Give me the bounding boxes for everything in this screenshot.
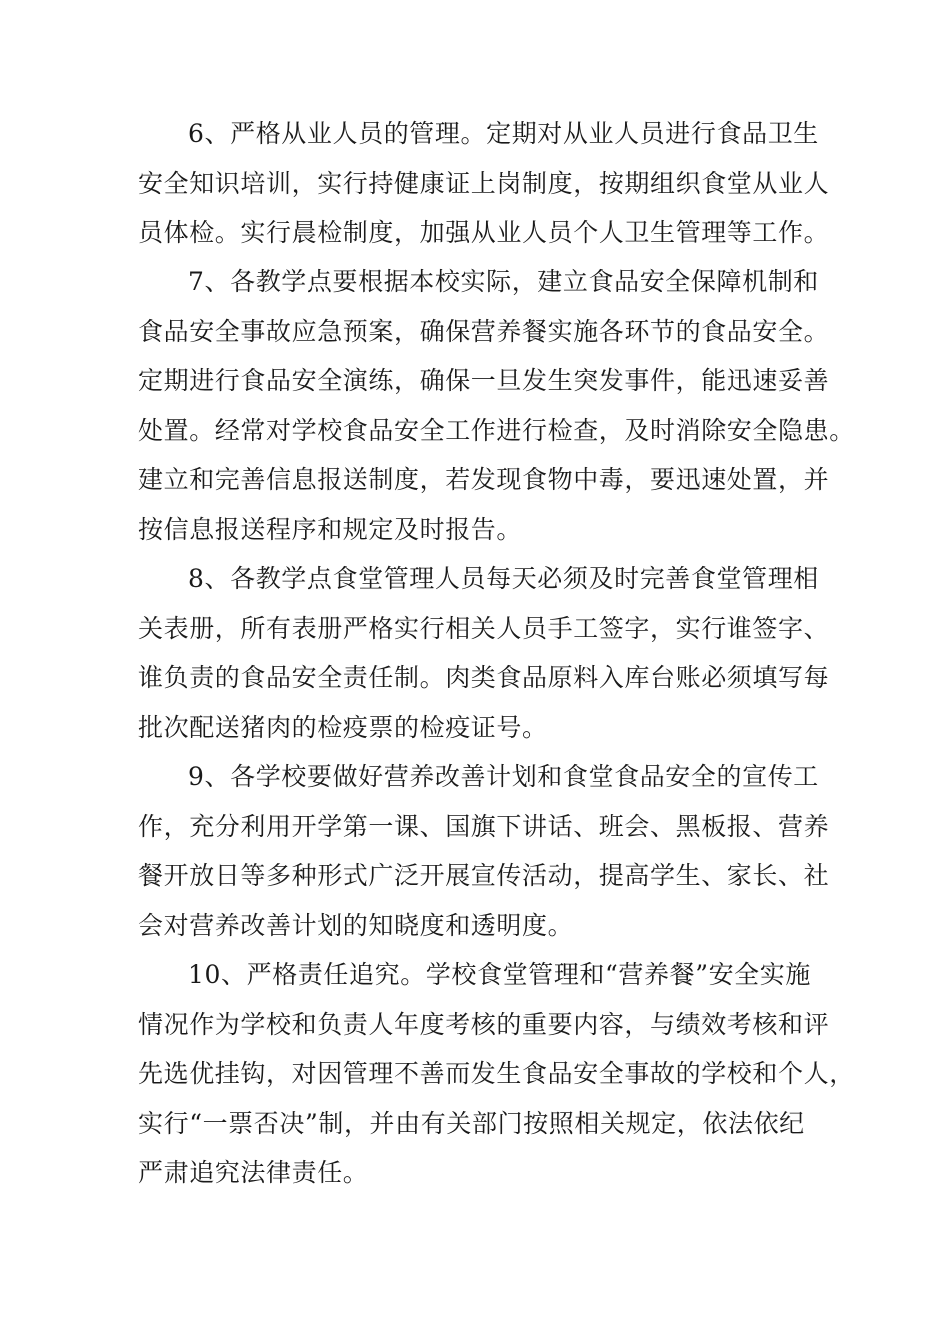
text-line: 先选优挂钩，对因管理不善而发生食品安全事故的学校和个人， [138, 1059, 855, 1088]
text-line: 批次配送猪肉的检疫票的检疫证号。 [138, 712, 548, 742]
text-line: 定期进行食品安全演练，确保一旦发生突发事件，能迅速妥善 [138, 366, 830, 395]
text-line: 严肃追究法律责任。 [138, 1158, 369, 1187]
text-line: 处置。经常对学校食品安全工作进行检查，及时消除安全隐患。 [138, 415, 855, 445]
paragraph-10 [138, 950, 855, 1198]
text-line: 情况作为学校和负责人年度考核的重要内容，与绩效考核和评 [138, 1009, 830, 1039]
text-line: 8、各教学点食堂管理人员每天必须及时完善食堂管理相 [188, 564, 819, 593]
text-line: 安全知识培训，实行持健康证上岗制度，按期组织食堂从业人 [138, 168, 830, 198]
text-line: 按信息报送程序和规定及时报告。 [138, 514, 523, 544]
paragraph-7 [138, 257, 855, 554]
paragraph-6 [138, 109, 838, 258]
paragraph-8 [138, 554, 838, 752]
text-line: 关表册，所有表册严格实行相关人员手工签字，实行谁签字、 [138, 613, 830, 643]
text-line: 作，充分利用开学第一课、国旗下讲话、班会、黑板报、营养 [138, 811, 830, 841]
text-line: 员体检。实行晨检制度，加强从业人员个人卫生管理等工作。 [138, 218, 830, 247]
text-line: 建立和完善信息报送制度，若发现食物中毒，要迅速处置，并 [138, 465, 830, 494]
text-line: 9、各学校要做好营养改善计划和食堂食品安全的宣传工 [188, 762, 819, 791]
text-line: 10、严格责任追究。学校食堂管理和“营养餐”安全实施 [188, 960, 811, 989]
paragraph-9 [138, 752, 838, 950]
text-line: 餐开放日等多种形式广泛开展宣传活动，提高学生、家长、社 [138, 861, 830, 890]
text-line: 谁负责的食品安全责任制。肉类食品原料入库台账必须填写每 [138, 663, 830, 692]
text-line: 食品安全事故应急预案，确保营养餐实施各环节的食品安全。 [138, 316, 830, 346]
text-line: 7、各教学点要根据本校实际，建立食品安全保障机制和 [188, 267, 819, 296]
text-line: 6、严格从业人员的管理。定期对从业人员进行食品卫生 [188, 119, 819, 148]
text-line: 会对营养改善计划的知晓度和透明度。 [138, 910, 574, 940]
text-line: 实行“一票否决”制，并由有关部门按照相关规定，依法依纪 [138, 1108, 805, 1138]
